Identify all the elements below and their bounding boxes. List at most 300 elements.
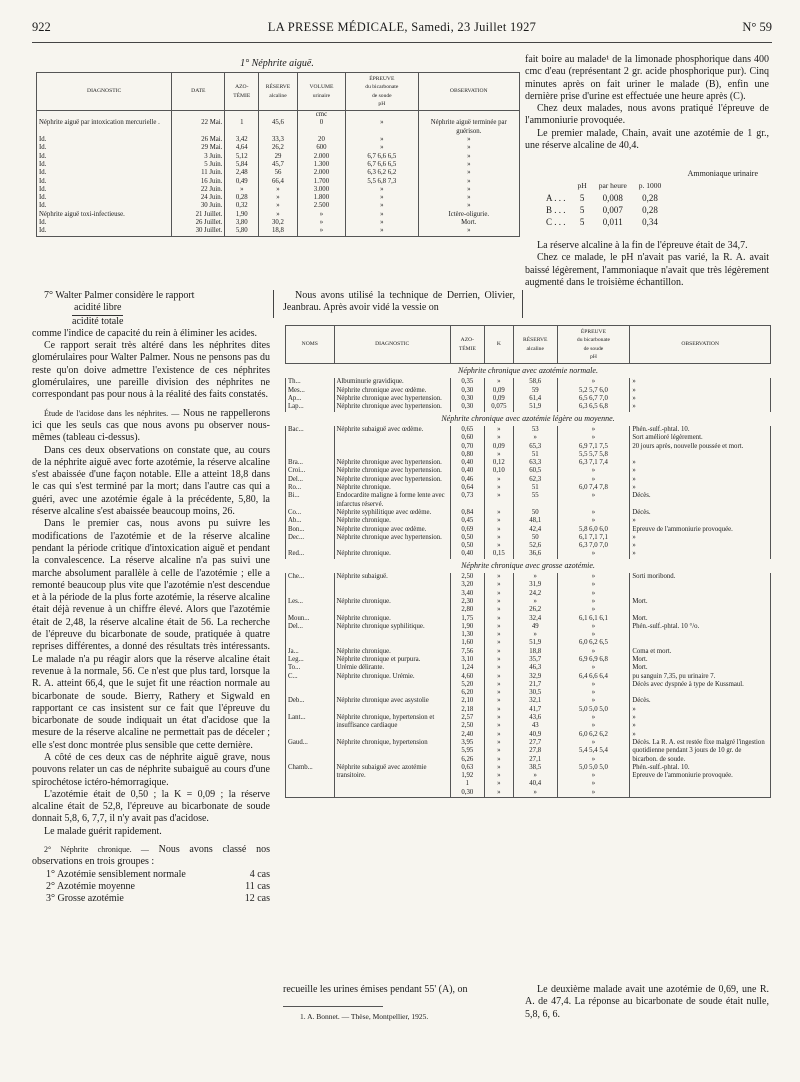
paragraph: Le malade guérit rapidement. (44, 825, 162, 837)
table-cell: Id. (37, 161, 172, 169)
ammoniuria-cell: 0,007 (602, 205, 623, 215)
table-cell: » » 6,0 6,2 6,2 (557, 714, 630, 739)
table-cell: 50 52,6 (513, 534, 557, 551)
table-cell: 6,9 6,9 6,8 (557, 656, 630, 664)
table-cell: 5,12 (225, 153, 259, 161)
table-cell: 33,3 (259, 136, 298, 144)
table-cell: Ictère-oligurie. (418, 211, 519, 219)
table-cell: Leg... (286, 656, 335, 664)
table-cell: Th... (286, 378, 335, 386)
table-cell: 32,1 41,7 (513, 697, 557, 714)
table-cell: Che... (286, 573, 335, 598)
table-cell: 0,73 (450, 492, 484, 509)
table-row (286, 573, 771, 598)
table-cell: 36,6 (513, 550, 557, 558)
table-cell: Coma et mort. (630, 648, 771, 656)
table-cell: Mort. (418, 219, 519, 227)
table-cell (346, 111, 418, 120)
table-cell: Néphrite chronique, hypertension et insuffisance cardiaque (334, 714, 450, 739)
table-cell: Néphrite subaiguë. (334, 573, 450, 598)
table-cell (259, 111, 298, 120)
table-cell: Urémie délirante. (334, 664, 450, 672)
table-cell: 45,6 (259, 119, 298, 136)
table-row (286, 697, 771, 714)
table-cell: Id. (37, 219, 172, 227)
table-cell: Lant... (286, 714, 335, 739)
table-cell: 51 (513, 484, 557, 492)
table-row (286, 648, 771, 656)
table-header: RÉSERVE alcaline (513, 326, 557, 364)
table-cell: Mort. (630, 656, 771, 664)
table-cell: 6,3 6,5 6,8 (557, 403, 630, 411)
table-cell: » (418, 144, 519, 152)
table-cell: » » » (484, 673, 513, 698)
footnote-rule (283, 1006, 383, 1007)
table-row (37, 144, 520, 152)
table-row (37, 186, 520, 194)
table-cell: 2,10 2,18 (450, 697, 484, 714)
table-cell: » (557, 509, 630, 517)
fraction-numerator: acidité libre (72, 302, 123, 315)
table-cell: 1,24 (450, 664, 484, 672)
ammoniuria-row (540, 204, 667, 216)
paragraph: Dans ces deux observations on constate que, au cours de la néphrite aiguë avec forte azotémie, la réserve alcaline s'est abaissée d'une façon notable. Elle a atteint 18,8 dans le cas qui s'est terminé par la mort; dans l'autre cas qui a guéri, avec une azotémie égale à la précédente, 5,80, la réserve alcaline s'est abaissée beaucoup moins, 26. (32, 444, 270, 518)
table-cell: Néphrite chronique. (334, 517, 450, 525)
table-cell: Néphrite chronique avec hypertension. (334, 395, 450, 403)
paragraph: comme l'indice de capacité du rein à éliminer les acides. (32, 327, 258, 339)
table-cell: Néphrite aiguë terminée par guérison. (418, 119, 519, 136)
table-cell: Néphrite chronique syphilitique. (334, 623, 450, 648)
palmer-text: 7° Walter Palmer considère le rapport (44, 290, 195, 301)
paragraph: A côté de ces deux cas de néphrite aiguë grave, nous pouvons relater un cas de néphrite subaiguë au cours d'une spirochétose ictéro-hémorragique. (32, 751, 270, 788)
table-cell (37, 111, 172, 120)
table-cell: Id. (37, 144, 172, 152)
table-cell: Phén.-sulf.-phtal. 10. Sort amélioré légèrement. 20 jours après, nouvelle poussée et mort. (630, 426, 771, 459)
table-cell: Décès. La R. A. est restée fixe malgré l'ingestion quotidienne pendant 3 jours de 10 gr. de bicarbon. de soude. (630, 739, 771, 764)
table-cell: » (484, 526, 513, 534)
ammoniuria-header: par heure (598, 181, 627, 190)
ammoniuria-header (540, 180, 572, 192)
left-column (32, 290, 270, 906)
table-cell: Dec... (286, 534, 335, 551)
table-cell: cmc (297, 111, 345, 120)
table-row (37, 194, 520, 202)
table-cell: 3,10 (450, 656, 484, 664)
table-cell: 50 (513, 509, 557, 517)
table-cell: 18,8 (513, 648, 557, 656)
table-cell: Néphrite chronique avec hypertension. (334, 459, 450, 467)
paragraph: Chez deux malades, nous avons pratiqué l'épreuve de l'ammoniurie provoquée. (525, 103, 769, 127)
section-row (286, 559, 771, 573)
table-cell: » (630, 476, 771, 484)
table-cell: 11 Juin. (172, 169, 225, 177)
column-rule (522, 290, 523, 318)
table-cell: Néphrite chronique, hypertension (334, 739, 450, 764)
table-header: AZO- TÉMIE (450, 326, 484, 364)
table-cell: » (557, 550, 630, 558)
table-cell: Néphrite syphilitique avec œdème. (334, 509, 450, 517)
table-cell: » (484, 484, 513, 492)
page-header (32, 20, 772, 38)
table-cell: Id. (37, 227, 172, 236)
table-row (286, 764, 771, 798)
table-acute-nephritis (36, 72, 520, 237)
list-item-count: 4 cas (249, 868, 270, 880)
table-header: NOMS (286, 326, 335, 364)
table-header: DIAGNOSTIC (37, 73, 172, 111)
list-item (32, 869, 270, 881)
table-cell: » (557, 467, 630, 475)
table-cell: 18,8 (259, 227, 298, 236)
table-cell: 55 (513, 492, 557, 509)
table-cell: Ro... (286, 484, 335, 492)
table-cell: 26,2 (259, 144, 298, 152)
table-cell: 5,84 (225, 161, 259, 169)
acidity-fraction (72, 302, 123, 328)
table-cell: » (630, 403, 771, 411)
footnote: 1. A. Bonnet. — Thèse, Montpellier, 1925. (300, 1012, 429, 1021)
list-item-count: 11 cas (245, 880, 270, 892)
table-cell: 0,63 1,92 1 0,30 (450, 764, 484, 798)
paragraph: L'azotémie était de 0,50 ; la K = 0,09 ; la réserve alcaline était de 52,8, l'épreuve au bicarbonate de soude donnait 5,8, 6, 7,7, il n'y avait pas d'acidose. (32, 788, 270, 825)
table-cell: » (418, 153, 519, 161)
table-cell: 0,15 (484, 550, 513, 558)
table-cell: 38,5 » 40,4 » (513, 764, 557, 798)
table-cell: » 31,9 24,2 (513, 573, 557, 598)
table-row (286, 739, 771, 764)
table-cell: 0,64 (450, 484, 484, 492)
table-cell: 0,30 (450, 403, 484, 411)
table-cell: 0,30 (450, 387, 484, 395)
table-cell: » » » (484, 573, 513, 598)
table-row (286, 484, 771, 492)
table-cell: 6,1 7,1 7,1 6,3 7,0 7,0 (557, 534, 630, 551)
ammoniuria-cell: C . . . (546, 217, 566, 227)
table-cell: 26 Mai. (172, 136, 225, 144)
table-cell: 45,7 (259, 161, 298, 169)
table-header: AZO- TÉMIE (225, 73, 259, 111)
ammoniuria-cell: 5 (579, 193, 585, 203)
table-cell: 5,2 5,7 6,0 (557, 387, 630, 395)
table-cell: 6,7 6,6 6,5 (346, 153, 418, 161)
table-cell (172, 111, 225, 120)
list-item (32, 893, 270, 905)
table-row (37, 211, 520, 219)
section-title: Néphrite chronique avec azotémie normale. (458, 366, 598, 376)
table-cell: Mes... (286, 387, 335, 395)
table-cell: 1 (225, 119, 259, 136)
table-row (286, 426, 771, 459)
fraction-denominator: acidité totale (72, 315, 124, 327)
table-cell: Néphrite chronique. (334, 484, 450, 492)
table-cell: » (259, 194, 298, 202)
table-cell: » » 6,0 6,2 6,5 (557, 623, 630, 648)
table-cell: Phén.-sulf.-phtal. 10 °/o. (630, 623, 771, 648)
table-cell: Néphrite chronique. Urémie. (334, 673, 450, 698)
table-cell: » » 6,9 7,1 7,5 5,5 5,7 5,8 (557, 426, 630, 459)
table-row (286, 714, 771, 739)
paragraph: Nous avons classé nos observations en trois groupes : (32, 844, 270, 868)
table-cell: 0,30 (450, 395, 484, 403)
table-cell: » (484, 648, 513, 656)
table-cell: » (557, 664, 630, 672)
table-cell: » (346, 219, 418, 227)
table-cell: Bi... (286, 492, 335, 509)
table-cell: 0,49 (225, 178, 259, 186)
paragraph: fait boire au malade¹ de la limonade phosphorique dans 400 cmc d'eau (représentant 2 gr. acide phosphorique pur). Cinq minutes après on fait uriner le malade (B), enfin une dernière prise d'urine est effectuée une heure après (C). (525, 54, 769, 102)
table1-caption: 1° Néphrite aiguë. (240, 58, 314, 69)
table-cell: » (557, 492, 630, 509)
table-cell: Lap... (286, 403, 335, 411)
table-cell: » (418, 161, 519, 169)
table-cell: Del... (286, 476, 335, 484)
table-row (286, 656, 771, 664)
table-cell: 3,80 (225, 219, 259, 227)
table-cell: 0,40 (450, 459, 484, 467)
table-header: OBSERVATION (630, 326, 771, 364)
table-cell: Néphrite chronique. (334, 615, 450, 623)
table-cell: 1,90 1,30 1,60 (450, 623, 484, 648)
table-cell: 4,64 (225, 144, 259, 152)
table-cell: 1.800 (297, 194, 345, 202)
table-row (37, 178, 520, 186)
table-cell: Néphrite chronique avec hypertension. (334, 476, 450, 484)
paragraph: Dans le premier cas, nous avons pu suivre les modifications de l'azotémie et de la réserve alcaline pendant la période critique d'intoxication aiguë et pendant la convalescence. La réserve alcaline n'a pas suivi une marche absolument parallèle à celle de l'azotémie ; elle a remonté beaucoup plus vite que l'azotémie n'est descendue et à la période de la plus forte azotémie, la réserve alcaline était déjà revenue à un chiffre élevé. Alors que l'azotémie était de 2,48, la réserve alcaline était de 56. La recherche de l'épreuve du bicarbonate de soude, pratiquée à quatre reprises différentes, a donné des résultats très intéressants. Le malade n'a pu réagir alors que la réserve alcaline était revenue à la normale, 56. Ce n'est que plus tard, lorsque la R. A. atteint 66,4, que le sujet fit une réaction normale au bicarbonate de soude. Bierry, Rathery et Sigwald en rapportant ce cas insistent sur ce fait que l'épreuve du bicarbonate de soude indiquait un état d'acidose que la mesure de la réserve alcaline ne permettait pas de déceler ; elle s'est donc montrée plus sensible que cette dernière. (32, 518, 270, 751)
table-cell: Id. (37, 186, 172, 194)
table-cell: Néphrite subaiguë avec azotémie transitoire. (334, 764, 450, 798)
middle-column-bottom (283, 984, 515, 996)
table-cell: Néphrite chronique avec hypertension. (334, 534, 450, 551)
table-cell: Mort. (630, 664, 771, 672)
table-cell: 1,90 (225, 211, 259, 219)
table-cell: 3 Juin. (172, 153, 225, 161)
table-cell: 2.000 (297, 169, 345, 177)
table-row (286, 598, 771, 615)
table-cell: 51,9 (513, 403, 557, 411)
table-cell: 30,2 (259, 219, 298, 227)
table-cell: Mort. (630, 615, 771, 623)
table-cell: Néphrite aiguë toxi-infectieuse. (37, 211, 172, 219)
table-cell: » (484, 656, 513, 664)
table-cell: 0,32 (225, 202, 259, 210)
table-cell: 22 Mai. (172, 119, 225, 136)
table-cell: 0,69 (450, 526, 484, 534)
table-cell: 32,9 21,7 30,5 (513, 673, 557, 698)
table-cell: 30 Juillet. (172, 227, 225, 236)
table-cell: Mort. (630, 598, 771, 615)
table-cell: » (484, 517, 513, 525)
table-row (286, 664, 771, 672)
table-cell: » » (484, 534, 513, 551)
table-cell: 42,4 (513, 526, 557, 534)
table-cell: 7,56 (450, 648, 484, 656)
table-cell: » (225, 186, 259, 194)
middle-column-top (283, 290, 515, 315)
table-cell: » » (557, 598, 630, 615)
table-cell: » (297, 227, 345, 236)
table-cell: 0,50 0,50 (450, 534, 484, 551)
ammoniuria-cell: 0,34 (642, 217, 658, 227)
ammoniuria-cell: 0,008 (602, 193, 623, 203)
table-cell: » (484, 509, 513, 517)
table-cell: » » » » (484, 764, 513, 798)
table-row (286, 387, 771, 395)
table-cell: Gaud... (286, 739, 335, 764)
table-cell: » (418, 194, 519, 202)
table-cell: C... (286, 673, 335, 698)
table-cell: 6,3 6,2 6,2 (346, 169, 418, 177)
table-cell: 5,0 5,0 5,0 » » » (557, 764, 630, 798)
table-cell: Ja... (286, 648, 335, 656)
table-cell: Co... (286, 509, 335, 517)
table-cell: » (484, 378, 513, 386)
table-cell: 0,12 (484, 459, 513, 467)
table-cell: 35,7 (513, 656, 557, 664)
section-heading: Étude de l'acidose dans les néphrites. — (44, 408, 180, 418)
table-cell: 0,28 (225, 194, 259, 202)
table-cell: Néphrite chronique avec hypertension. (334, 403, 450, 411)
table-cell: » (557, 378, 630, 386)
paragraph: Nous ne rappellerons ici que les seuls cas que nous avons pu observer nous-mêmes (tableau ci-dessus). (32, 407, 270, 444)
table-header: ÉPREUVE du bicarbonate de soude pH (346, 73, 418, 111)
table-cell: 3,95 5,95 6,26 (450, 739, 484, 764)
table-cell: » (484, 664, 513, 672)
table-cell: Endocardite maligne à forme lente avec infarctus réservé. (334, 492, 450, 509)
right-column-top (525, 54, 769, 152)
table-cell: Ap... (286, 395, 335, 403)
table-cell: » (346, 194, 418, 202)
section-row (286, 364, 771, 379)
table-cell: » (346, 202, 418, 210)
table-cell: Néphrite chronique. (334, 550, 450, 558)
table-row (286, 526, 771, 534)
table-cell: » » » (484, 739, 513, 764)
table-cell: Deb... (286, 697, 335, 714)
table-cell: » (557, 476, 630, 484)
page-number: 922 (32, 20, 51, 34)
table-cell: To... (286, 664, 335, 672)
right-column-mid (525, 240, 769, 289)
table-chronic-nephritis (285, 325, 771, 798)
table-cell: » (630, 459, 771, 467)
table-row (37, 136, 520, 144)
table-cell: 0,65 0,60 0,70 0,80 (450, 426, 484, 459)
table-cell: Décès. » (630, 697, 771, 714)
table-row (286, 615, 771, 623)
table-cell: 6,7 6,6 6,5 (346, 161, 418, 169)
table-cell: » » 0,09 » (484, 426, 513, 459)
table-cell: » (418, 227, 519, 236)
table-cell: 21 Juillet. (172, 211, 225, 219)
table-cell: » » (484, 598, 513, 615)
table-cell: 4,60 5,20 6,20 (450, 673, 484, 698)
table-cell: 600 (297, 144, 345, 152)
table-row (286, 517, 771, 525)
table-header: VOLUME urinaire (297, 73, 345, 111)
table-cell: » (418, 169, 519, 177)
table-cell: 0,09 (484, 395, 513, 403)
table-cell: » (630, 387, 771, 395)
table-header: K (484, 326, 513, 364)
table-cell: Bon... (286, 526, 335, 534)
table-cell: » (630, 550, 771, 558)
table-row (286, 403, 771, 411)
table-cell: 2,50 3,20 3,40 (450, 573, 484, 598)
table-row (37, 119, 520, 136)
ammoniuria-table (540, 168, 770, 228)
table-cell: » (259, 186, 298, 194)
table-header: OBSERVATION (418, 73, 519, 111)
table-cell: Moun... (286, 615, 335, 623)
table-cell: Epreuve de l'ammoniurie provoquée. (630, 526, 771, 534)
table-cell: 29 Mai. (172, 144, 225, 152)
table-cell: 60,5 (513, 467, 557, 475)
ammoniuria-cell: A . . . (546, 193, 566, 203)
list-item-label: 1° Azotémie sensiblement normale (46, 868, 186, 880)
journal-title: LA PRESSE MÉDICALE, Samedi, 23 Juillet 1927 (267, 20, 537, 34)
table-cell: 29 (259, 153, 298, 161)
table-cell: » » (484, 697, 513, 714)
table-cell: 0,45 (450, 517, 484, 525)
table-row (286, 492, 771, 509)
table-cell: Ab... (286, 517, 335, 525)
table-cell: » 26,2 (513, 598, 557, 615)
section-title: Néphrite chronique avec azotémie légère ou moyenne. (441, 413, 615, 423)
issue-number: N° 59 (742, 20, 772, 34)
table-cell: 16 Juin. (172, 178, 225, 186)
table-header: DATE (172, 73, 225, 111)
table-cell: Id. (37, 153, 172, 161)
table-cell: 3.000 (297, 186, 345, 194)
table-row (286, 623, 771, 648)
table-row (286, 378, 771, 386)
table-cell: 56 (259, 169, 298, 177)
table-cell: » (630, 467, 771, 475)
table-cell: » (418, 202, 519, 210)
table-cell: 63,3 (513, 459, 557, 467)
paragraph: Le deuxième malade avait une azotémie de 0,69, une R. A. de 47,4. La réponse au bicarbonate de soude était nulle, 5,8, 6, 6. (525, 984, 769, 1020)
table-cell: Bac... (286, 426, 335, 459)
table-cell: Id. (37, 202, 172, 210)
table-cell: » (346, 186, 418, 194)
table-cell: » (630, 517, 771, 525)
table-cell: 48,1 (513, 517, 557, 525)
table-cell: » (346, 136, 418, 144)
ammoniuria-cell: 5 (579, 217, 585, 227)
ammoniuria-cell: B . . . (546, 205, 566, 215)
table-cell: 6,1 6,1 6,1 (557, 615, 630, 623)
table-cell: » » » (484, 623, 513, 648)
section-row (286, 412, 771, 426)
list-item (32, 881, 270, 893)
table-cell: 62,3 (513, 476, 557, 484)
table-cell: » (418, 186, 519, 194)
table-cell: » » » (630, 714, 771, 739)
table-cell: 53 » 65,3 51 (513, 426, 557, 459)
ammoniuria-cell: 0,28 (642, 193, 658, 203)
section-title: Néphrite chronique avec grosse azotémie. (461, 560, 595, 570)
table-cell: » (630, 378, 771, 386)
table-cell: 0,35 (450, 378, 484, 386)
table-cell: Néphrite chronique avec œdème. (334, 526, 450, 534)
table-header: ÉPREUVE du bicarbonate de soude pH (557, 326, 630, 364)
table-header: RÉSERVE alcaline (259, 73, 298, 111)
table-cell: 0,10 (484, 467, 513, 475)
group-list (32, 869, 270, 906)
paragraph: Le premier malade, Chain, avait une azotémie de 1 gr., une réserve alcaline de 40,4. (525, 127, 769, 152)
table-cell: 0,40 (450, 550, 484, 558)
table-cell: Néphrite aiguë par intoxication mercurielle . (37, 119, 172, 136)
